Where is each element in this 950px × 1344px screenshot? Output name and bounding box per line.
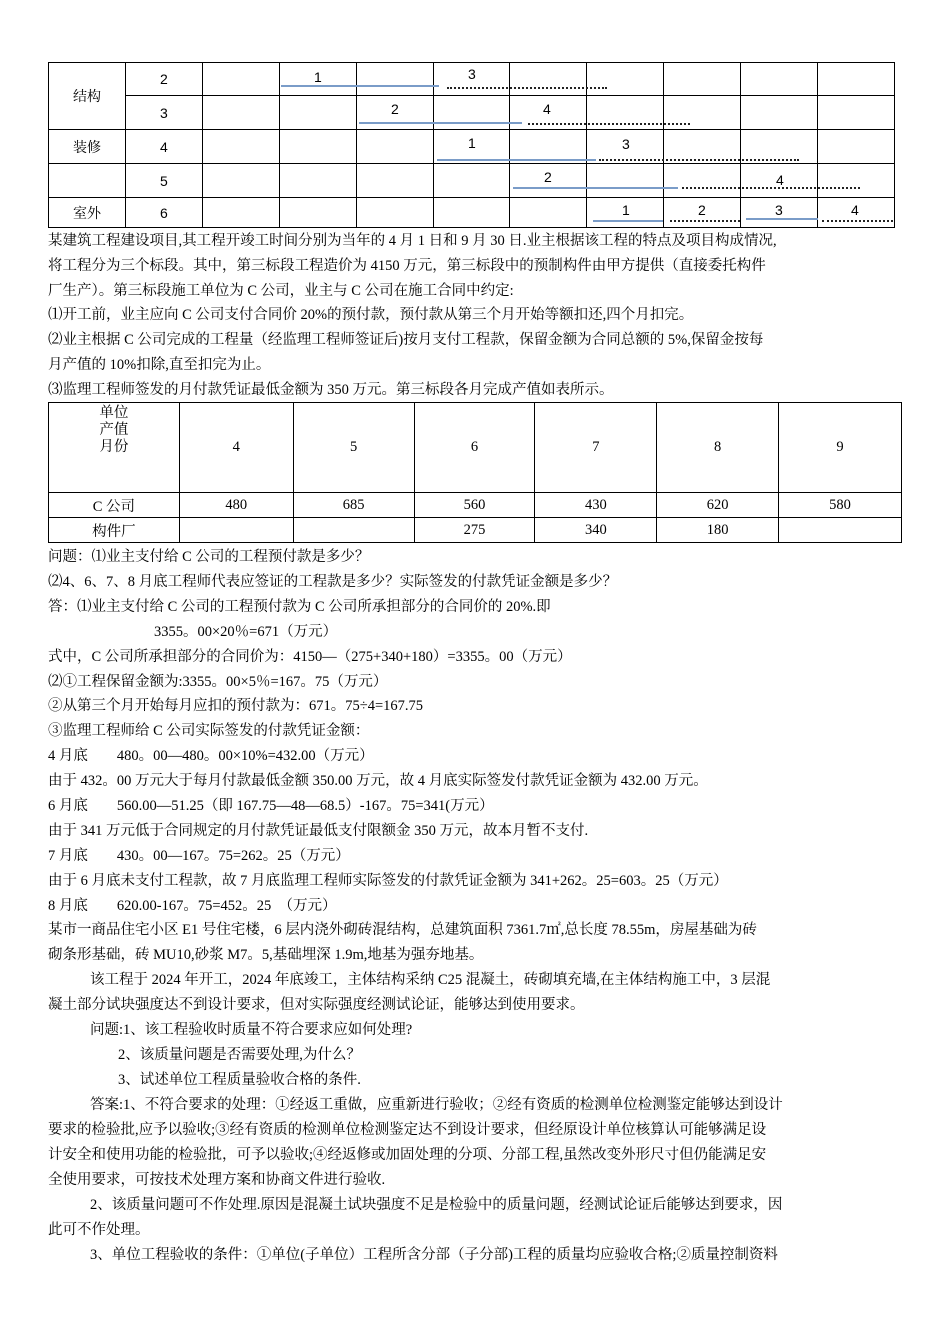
answer-line: ⑵①工程保留金额为:3355。00×5％=167。75（万元）	[48, 674, 388, 690]
answer-line: 3、单位工程验收的条件：①单位(子单位）工程所含分部（子分部)工程的质量均应验收合格;②质量控制资料	[90, 1247, 778, 1263]
answer-line: 7 月底 430。00—167。75=262。25（万元）	[48, 848, 350, 864]
row-number: 6	[125, 198, 202, 228]
month-header: 7	[535, 403, 657, 493]
answer-line: ③监理工程师给 C 公司实际签发的付款凭证金额：	[48, 723, 370, 739]
bar-label: 1	[314, 69, 322, 85]
answer-line: 答：⑴业主支付给 C 公司的工程预付款为 C 公司所承担部分的合同价的 20%.即	[48, 599, 551, 615]
answer-line: 此可不作处理。	[48, 1222, 150, 1238]
table-cell: 620	[657, 493, 779, 518]
row-number: 5	[125, 164, 202, 198]
row-label: 构件厂	[49, 518, 180, 543]
month-header: 9	[779, 403, 902, 493]
table-cell: 580	[779, 493, 902, 518]
answer-line: 要求的检验批,应予以验收;③经有资质的检测单位检测鉴定达不到设计要求，但经原设计单位核算认可能够满足设	[48, 1122, 767, 1138]
table-cell: 480	[179, 493, 293, 518]
answer-line: 8 月底 620.00-167。75=452。25 （万元）	[48, 898, 337, 914]
table-cell: 340	[535, 518, 657, 543]
answer-line: 2、该质量问题可不作处理.原因是混凝土试块强度不足是检验中的质量问题，经测试论证后能够达到要求，因	[90, 1197, 783, 1213]
table-cell: 685	[293, 493, 414, 518]
schedule-dotted-bar	[447, 87, 607, 89]
bar-label: 1	[622, 202, 630, 218]
schedule-bar	[746, 218, 818, 220]
case-line: 该工程于 2024 年开工，2024 年底竣工，主体结构采纳 C25 混凝土，砖砌填充墙,在主体结构施工中，3 层混	[90, 972, 771, 988]
answer-line: 由于 341 万元低于合同规定的月付款凭证最低支付限额金 350 万元，故本月暂不支付.	[48, 823, 589, 839]
paragraph-line: 月产值的 10%扣除,直至扣完为止。	[48, 357, 271, 373]
answer-line: 3355。00×20％=671（万元）	[154, 624, 338, 640]
month-header: 5	[293, 403, 414, 493]
table-header-corner	[49, 403, 180, 493]
table-cell	[293, 518, 414, 543]
table-cell: 275	[414, 518, 535, 543]
paragraph-line: ⑴开工前，业主应向 C 公司支付合同价 20%的预付款，预付款从第三个月开始等额扣还,四个月扣完。	[48, 307, 694, 323]
bar-label: 2	[698, 202, 706, 218]
schedule-bar	[359, 122, 522, 124]
question-line: 问题:1、该工程验收时质量不符合要求应如何处理?	[90, 1022, 413, 1038]
table-cell: 180	[657, 518, 779, 543]
table-cell	[179, 518, 293, 543]
answer-line: 4 月底 480。00—480。00×10%=432.00（万元）	[48, 748, 374, 764]
bar-label: 2	[544, 169, 552, 185]
row-label: C 公司	[49, 493, 180, 518]
month-header: 8	[657, 403, 779, 493]
bar-label: 2	[391, 101, 399, 117]
schedule-bar	[281, 85, 439, 87]
bar-label: 1	[468, 135, 476, 151]
header-output: 产值	[99, 422, 129, 438]
header-unit: 单位	[99, 405, 129, 421]
schedule-dotted-bar	[822, 220, 893, 222]
paragraph-line: 厂生产）。第三标段施工单位为 C 公司，业主与 C 公司在施工合同中约定:	[48, 283, 514, 299]
schedule-bar	[513, 187, 678, 189]
schedule-bar	[437, 159, 596, 161]
row-number: 2	[125, 63, 202, 96]
question-line: 问题：⑴业主支付给 C 公司的工程预付款是多少？	[48, 549, 370, 565]
case-line: 砌条形基础，砖 MU10,砂浆 M7。5,基础埋深 1.9m,地基为强夯地基。	[48, 947, 484, 963]
bar-label: 3	[622, 136, 630, 152]
answer-line: 由于 432。00 万元大于每月付款最低金额 350.00 万元，故 4 月底实际签发付款凭证金额为 432.00 万元。	[48, 773, 708, 789]
month-header: 6	[414, 403, 535, 493]
schedule-dotted-bar	[682, 187, 860, 189]
row-number: 4	[125, 130, 202, 164]
row-number: 3	[125, 96, 202, 130]
month-header: 4	[179, 403, 293, 493]
paragraph-line: 将工程分为三个标段。其中，第三标段工程造价为 4150 万元，第三标段中的预制构件由甲方提供（直接委托构件	[48, 258, 766, 274]
paragraph-line: ⑵业主根据 C 公司完成的工程量（经监理工程师签证后)按月支付工程款，保留金额为合同总额的 5%,保留金按每	[48, 332, 764, 348]
header-month: 月份	[99, 439, 129, 455]
answer-line: 全使用要求，可按技术处理方案和协商文件进行验收.	[48, 1172, 386, 1188]
question-line: ⑵4、6、7、8 月底工程师代表应签证的工程款是多少？实际签发的付款凭证金额是多少？	[48, 574, 618, 590]
output-table	[48, 402, 902, 543]
case-line: 凝土部分试块强度达不到设计要求，但对实际强度经测试论证，能够达到使用要求。	[48, 997, 585, 1013]
schedule-dotted-bar	[670, 220, 740, 222]
table-cell: 430	[535, 493, 657, 518]
answer-line: 计安全和使用功能的检验批，可予以验收;④经返修或加固处理的分项、分部工程,虽然改变外形尺寸但仍能满足安	[48, 1147, 767, 1163]
category-cell: 结构	[49, 63, 126, 130]
paragraph-line: ⑶监理工程师签发的月付款凭证最低金额为 350 万元。第三标段各月完成产值如表所示。	[48, 382, 614, 398]
category-cell: 室外	[49, 198, 126, 228]
table-cell: 560	[414, 493, 535, 518]
bar-label: 3	[775, 202, 783, 218]
bar-label: 4	[851, 202, 859, 218]
bar-label: 4	[543, 101, 551, 117]
answer-line: 答案:1、不符合要求的处理：①经返工重做，应重新进行验收；②经有资质的检测单位检测鉴定能够达到设计	[90, 1097, 783, 1113]
question-line: 3、试述单位工程质量验收合格的条件.	[118, 1072, 361, 1088]
schedule-dotted-bar	[599, 159, 799, 161]
answer-line: ②从第三个月开始每月应扣的预付款为：671。75÷4=167.75	[48, 698, 424, 714]
case-line: 某市一商品住宅小区 E1 号住宅楼，6 层内浇外砌砖混结构，总建筑面积 7361.7㎡,总长度 78.55m，房屋基础为砖	[48, 922, 757, 938]
table-cell	[779, 518, 902, 543]
schedule-bar	[593, 220, 663, 222]
category-cell: 装修	[49, 130, 126, 164]
answer-line: 由于 6 月底未支付工程款，故 7 月底监理工程师实际签发的付款凭证金额为 341+262。25=603。25（万元）	[48, 873, 728, 889]
answer-line: 6 月底 560.00—51.25（即 167.75—48—68.5）-167。75=341(万元）	[48, 798, 494, 814]
bar-label: 4	[776, 172, 784, 188]
schedule-dotted-bar	[528, 123, 690, 125]
answer-line: 式中，C 公司所承担部分的合同价为：4150—（275+340+180）=3355。00（万元）	[48, 649, 572, 665]
category-cell-empty	[49, 164, 126, 198]
paragraph-line: 某建筑工程建设项目,其工程开竣工时间分别为当年的 4 月 1 日和 9 月 30 日.业主根据该工程的特点及项目构成情况,	[48, 233, 777, 249]
question-line: 2、该质量问题是否需要处理,为什么？	[118, 1047, 361, 1063]
bar-label: 3	[468, 66, 476, 82]
